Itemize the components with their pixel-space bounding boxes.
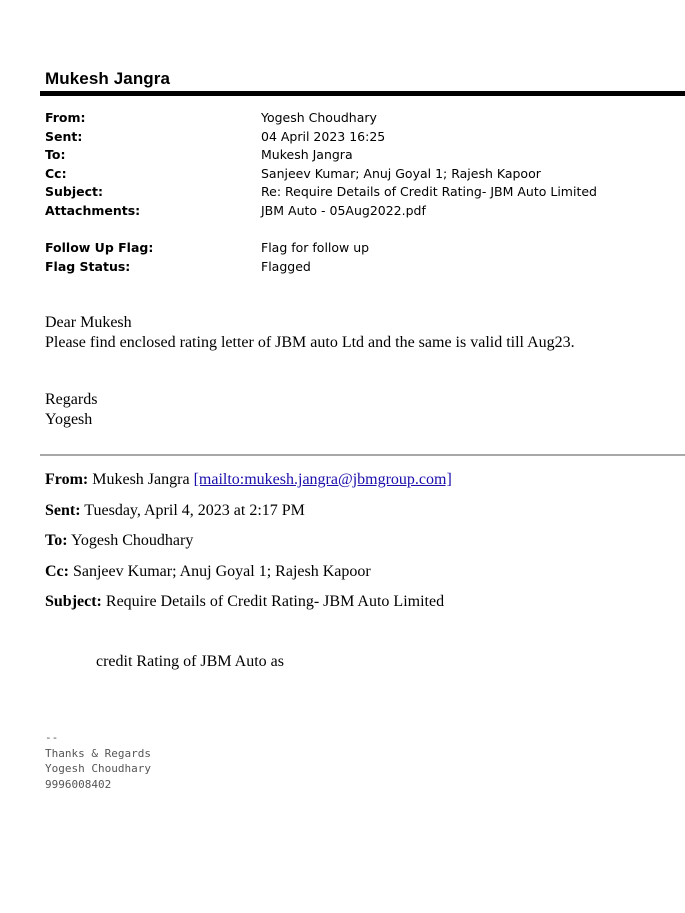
quoted-cc-line <box>45 562 452 593</box>
attachment-filename[interactable]: JBM Auto - 05Aug2022.pdf <box>261 202 426 218</box>
follow-up-flag-value: Flag for follow up <box>261 240 370 255</box>
header-label: From: <box>45 110 86 125</box>
signature-name: Yogesh Choudhary <box>45 762 151 775</box>
header-from-value: Yogesh Choudhary <box>261 110 377 125</box>
reply-closing: Regards <box>45 391 98 408</box>
reply-signature <box>45 390 97 430</box>
header-label: Flag Status: <box>45 258 131 274</box>
quoted-from-value: Mukesh Jangra <box>92 471 190 488</box>
quoted-sent-value: Tuesday, April 4, 2023 at 2:17 PM <box>84 501 305 519</box>
quoted-from-label: From: <box>45 471 89 488</box>
reply-text: Please find enclosed rating letter of JBM auto Ltd and the same is valid till Aug23. <box>45 334 575 351</box>
quoted-message-divider <box>40 454 685 456</box>
quoted-subject-line <box>45 592 452 623</box>
quoted-sent-line <box>45 501 452 532</box>
header-rule <box>40 91 685 96</box>
quoted-subject-value: Require Details of Credit Rating- JBM Auto Limited <box>105 593 445 610</box>
flag-status-value: Flagged <box>261 258 311 274</box>
quoted-subject-label: Subject: <box>45 593 102 610</box>
quoted-cc-label: Cc: <box>45 562 69 580</box>
header-label: Cc: <box>45 165 67 181</box>
quoted-to-value: Yogesh Choudhary <box>70 532 194 549</box>
quoted-to-line <box>45 531 452 562</box>
quoted-cc-value: Sanjeev Kumar; Anuj Goyal 1; Rajesh Kapoor <box>72 562 371 580</box>
quoted-sent-label: Sent: <box>45 501 81 519</box>
mailbox-owner-name: Mukesh Jangra <box>45 69 171 88</box>
quoted-from-line <box>45 470 452 501</box>
signature-separator: -- <box>45 731 59 744</box>
quoted-message-header <box>45 470 452 623</box>
header-subject-value: Re: Require Details of Credit Rating- JBM Auto Limited <box>261 184 597 199</box>
header-sent-value: 04 April 2023 16:25 <box>261 128 386 144</box>
mailto-link[interactable]: [mailto:mukesh.jangra@jbmgroup.com] <box>193 471 452 488</box>
signature-line: Thanks & Regards <box>45 746 151 760</box>
header-label: Subject: <box>45 184 103 199</box>
header-label: To: <box>45 147 66 162</box>
quoted-to-label: To: <box>45 532 68 549</box>
reply-greeting: Dear Mukesh <box>45 314 132 331</box>
quoted-body: credit Rating of JBM Auto as <box>96 653 284 670</box>
signature-phone: 9996008402 <box>45 777 112 791</box>
header-label: Sent: <box>45 128 83 144</box>
header-cc-value: Sanjeev Kumar; Anuj Goyal 1; Rajesh Kapoor <box>261 165 541 181</box>
reply-body <box>45 313 575 353</box>
header-label: Follow Up Flag: <box>45 240 154 255</box>
quoted-signature <box>45 730 151 792</box>
header-label: Attachments: <box>45 202 141 218</box>
reply-signoff: Yogesh <box>45 411 93 428</box>
header-to-value: Mukesh Jangra <box>261 147 353 162</box>
